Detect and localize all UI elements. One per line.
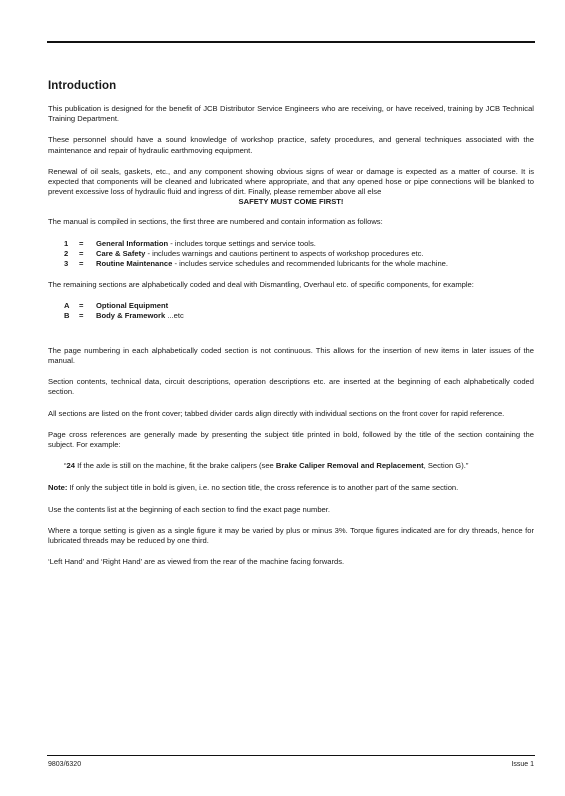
top-rule — [47, 41, 535, 43]
list-item-letter: B — [64, 311, 70, 321]
cross-reference-example — [64, 461, 534, 471]
example-section-text: , Section G).” — [423, 461, 469, 471]
note-text: If only the subject title in bold is given, i.e. no section title, the cross reference is to another part of the same section. — [67, 483, 459, 493]
sections-paragraph: The manual is compiled in sections, the first three are numbered and contain information as follows: — [48, 217, 383, 227]
note-paragraph — [48, 483, 534, 493]
remaining-sections-paragraph: The remaining sections are alphabetically coded and deal with Dismantling, Overhaul etc. of specific components, for example: — [48, 279, 474, 289]
cross-reference-paragraph: Page cross references are generally made by presenting the subject title printed in bold, followed by the title of the section containing the subject. For example: — [48, 429, 534, 450]
list-item-description: ...etc — [165, 311, 184, 321]
list-item-number: 2 — [64, 249, 69, 259]
list-item — [64, 311, 534, 321]
left-right-hand-paragraph: ‘Left Hand’ and ‘Right Hand’ are as viewed from the rear of the machine facing forwards. — [48, 557, 345, 567]
page-title: Introduction — [48, 80, 117, 92]
bottom-rule — [47, 755, 535, 756]
intro-paragraph: This publication is designed for the benefit of JCB Distributor Service Engineers who are receiving, or have received, training by JCB Technical Training Department. — [48, 104, 534, 124]
list-item-title: Routine Maintenance — [96, 259, 173, 269]
example-bold-title: Brake Caliper Removal and Replacement — [275, 461, 424, 471]
list-item-letter: A — [64, 301, 70, 311]
list-item — [64, 239, 534, 249]
torque-paragraph: Where a torque setting is given as a single figure it may be varied by plus or minus 3%. Torque figures indicated are for dry threads, hence for lubricated threads may be reduced by one third. — [48, 525, 534, 546]
section-contents-paragraph: Section contents, technical data, circuit descriptions, operation descriptions etc. are inserted at the beginning of each alphabetically coded section. — [48, 377, 534, 397]
list-item-description: - includes warnings and cautions pertinent to aspects of workshop procedures etc. — [145, 249, 424, 259]
safety-notice: SAFETY MUST COME FIRST! — [238, 197, 344, 207]
spacer — [48, 332, 534, 346]
numbered-section-list — [64, 239, 534, 270]
contents-list-paragraph: Use the contents list at the beginning of each section to find the exact page number. — [48, 504, 330, 514]
list-item-equals: = — [79, 301, 84, 311]
page-numbering-paragraph: The page numbering in each alphabetically coded section is not continuous. This allows for the insertion of new items in later issues of the manual. — [48, 345, 534, 366]
example-text: If the axle is still on the machine, fit the brake calipers (see — [74, 461, 276, 471]
note-label: Note: — [48, 483, 68, 493]
list-item — [64, 249, 534, 259]
front-cover-paragraph: All sections are listed on the front cover; tabbed divider cards align directly with individual sections on the front cover for rapid reference. — [48, 408, 505, 418]
list-item-equals: = — [79, 259, 84, 269]
list-item-description: - includes torque settings and service tools. — [168, 238, 316, 248]
list-item-equals: = — [79, 311, 84, 321]
lettered-section-list — [64, 301, 534, 322]
personnel-paragraph: These personnel should have a sound knowledge of workshop practice, safety procedures, and general techniques associated with the maintenance and repair of hydraulic earthmoving equipment. — [48, 135, 534, 155]
issue-label: Issue 1 — [511, 761, 534, 768]
list-item-equals: = — [79, 238, 84, 248]
list-item — [64, 301, 534, 311]
list-item-title: Care & Safety — [96, 249, 146, 259]
list-item — [64, 259, 534, 269]
list-item-number: 1 — [64, 238, 69, 248]
document-number: 9803/6320 — [48, 761, 82, 768]
list-item-title: Body & Framework — [96, 311, 166, 321]
example-step-number: 24 — [66, 461, 75, 471]
example-open-quote: “ — [64, 461, 67, 471]
page-content — [48, 80, 534, 579]
list-item-title: General Information — [96, 238, 169, 248]
renewal-paragraph: Renewal of oil seals, gaskets, etc., and any component showing obvious signs of wear or damage is expected as a matter of course. It is expected that components will be cleaned and lubricated where appropriate, and that any opened hose or pipe connections will be blanked to prevent excessive loss of hydraulic fluid and ingress of dirt. Finally, please remember above all else — [48, 166, 534, 197]
list-item-title: Optional Equipment — [96, 301, 169, 311]
list-item-description: - includes service schedules and recommended lubricants for the whole machine. — [172, 259, 449, 269]
list-item-number: 3 — [64, 259, 69, 269]
list-item-equals: = — [79, 249, 84, 259]
